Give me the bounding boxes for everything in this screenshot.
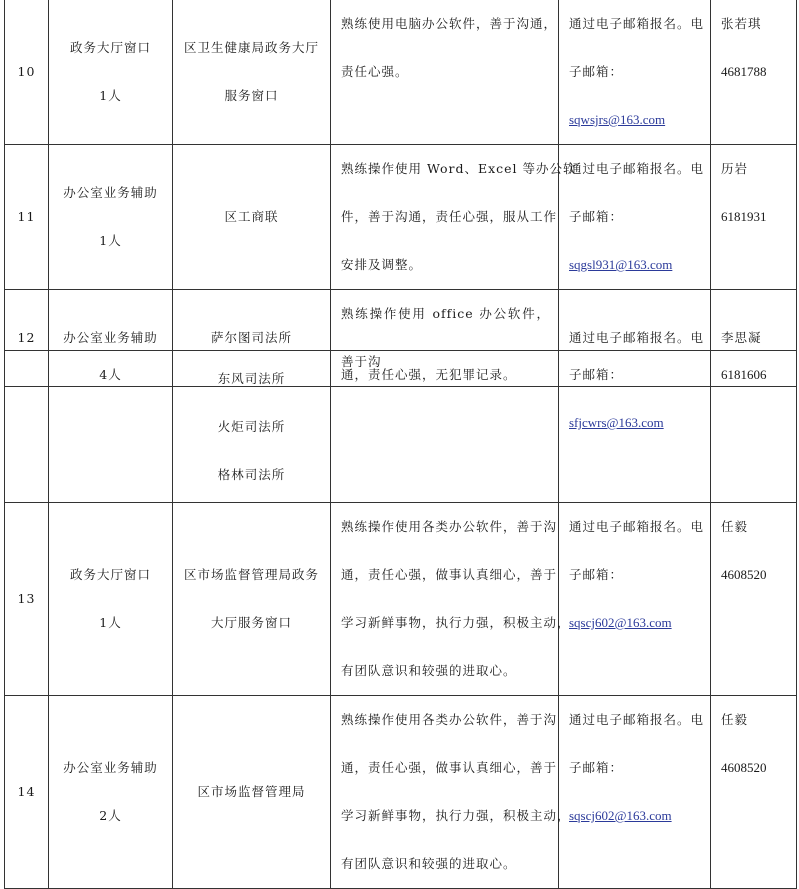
table-row [5, 0, 797, 145]
row-number-empty [5, 351, 49, 503]
requirement-cell [331, 696, 571, 889]
post-count: 4人 [99, 367, 122, 382]
requirement-line: 通，责任心强，做事认真细心，善于 [341, 567, 558, 582]
email-link[interactable]: sqscj602@163.com [569, 808, 672, 823]
recruitment-table-bottom [4, 350, 797, 889]
contact-phone: 4608520 [721, 760, 767, 775]
unit-line: 格林司法所 [217, 466, 286, 482]
email-link[interactable]: sqwsjrs@163.com [569, 112, 666, 127]
unit-line: 服务窗口 [224, 88, 279, 103]
signup-line: 通过电子邮箱报名。电 [569, 161, 705, 176]
requirement-line: 学习新鲜事物，执行力强，积极主动， [341, 615, 571, 630]
unit-cell [173, 503, 331, 696]
contact-phone: 6181606 [721, 367, 767, 382]
post-cell [49, 145, 173, 290]
table-row [5, 696, 797, 889]
unit-cell [173, 696, 331, 889]
table-row [5, 351, 797, 503]
post-cell [49, 503, 173, 696]
signup-line: 子邮箱： [569, 367, 624, 382]
signup-cell [559, 503, 711, 696]
unit-line: 区卫生健康局政务大厅 [183, 40, 319, 55]
unit-cell [173, 351, 331, 503]
post-count: 1人 [99, 233, 122, 248]
unit-line: 大厅服务窗口 [210, 615, 292, 630]
unit-line: 东风司法所 [217, 370, 286, 386]
requirement-line: 熟练操作使用各类办公软件，善于沟 [341, 519, 558, 534]
requirement-line: 熟练使用电脑办公软件，善于沟通， [341, 16, 558, 31]
email-link[interactable]: sqscj602@163.com [569, 615, 672, 630]
contact-name: 历岩 [721, 161, 749, 176]
signup-line: 子邮箱： [569, 209, 624, 224]
signup-line: 通过电子邮箱报名。电 [569, 712, 705, 727]
requirement-line: 有团队意识和较强的进取心。 [341, 663, 517, 678]
unit-line: 区市场监督管理局 [197, 784, 306, 799]
unit-line: 萨尔图司法所 [173, 290, 331, 387]
requirement-line: 熟练操作使用 Word、Excel 等办公软 [341, 161, 577, 176]
email-link[interactable]: sqgsl931@163.com [569, 257, 673, 272]
contact-name: 任毅 [721, 519, 749, 534]
unit-cell [173, 145, 331, 290]
unit-line: 区工商联 [224, 209, 279, 224]
contact-phone: 4608520 [721, 567, 767, 582]
requirement-line: 件，善于沟通，责任心强，服从工作 [341, 209, 558, 224]
page-fragment-bottom [0, 338, 799, 889]
contact-name: 任毅 [721, 712, 749, 727]
signup-line: 通过电子邮箱报名。电 [569, 16, 705, 31]
signup-line: 通过电子邮箱报名。电 [559, 290, 711, 387]
requirement-line: 通，责任心强，做事认真细心，善于 [341, 760, 558, 775]
signup-cell [559, 696, 711, 889]
contact-cell [711, 696, 797, 889]
contact-name: 李思凝 [711, 290, 797, 387]
post-count: 1人 [99, 88, 122, 103]
unit-line: 区市场监督管理局政务 [183, 567, 319, 582]
requirement-cell [331, 0, 559, 145]
unit-cell [173, 0, 331, 145]
post-title: 政务大厅窗口 [69, 40, 151, 55]
contact-cell [711, 0, 797, 145]
requirement-line: 有团队意识和较强的进取心。 [341, 856, 517, 871]
requirement-line: 学习新鲜事物，执行力强，积极主动， [341, 808, 571, 823]
post-title: 办公室业务辅助 [49, 290, 173, 387]
requirement-cell [331, 145, 577, 290]
post-count: 1人 [99, 615, 122, 630]
signup-cell [559, 0, 711, 145]
post-cell [49, 696, 173, 889]
requirement-cell [331, 351, 559, 503]
unit-line: 火炬司法所 [217, 418, 286, 434]
signup-cell [559, 145, 711, 290]
signup-line: 子邮箱： [569, 567, 624, 582]
row-number: 11 [5, 145, 49, 290]
signup-line: 子邮箱： [569, 64, 624, 79]
post-title: 办公室业务辅助 [63, 760, 158, 775]
contact-cell [711, 145, 797, 290]
contact-name: 张若琪 [721, 16, 762, 31]
signup-line: 子邮箱： [569, 760, 624, 775]
post-cell [49, 0, 173, 145]
requirement-line: 通，责任心强，无犯罪记录。 [341, 367, 517, 382]
post-title: 办公室业务辅助 [63, 185, 158, 200]
requirement-line: 熟练操作使用各类办公软件，善于沟 [341, 712, 558, 727]
requirement-line: 熟练操作使用 office 办公软件，善于沟 [331, 290, 559, 387]
contact-cell [711, 503, 797, 696]
row-number: 14 [5, 696, 49, 889]
row-number: 12 [5, 290, 49, 387]
email-link[interactable]: sfjcwrs@163.com [569, 415, 664, 430]
contact-phone: 4681788 [721, 64, 767, 79]
post-title: 政务大厅窗口 [69, 567, 151, 582]
recruitment-table-top [4, 0, 797, 387]
table-row [5, 503, 797, 696]
post-count: 2人 [99, 808, 122, 823]
requirement-cell [331, 503, 571, 696]
requirement-line: 安排及调整。 [341, 257, 423, 272]
post-cell [49, 351, 173, 503]
signup-cell [559, 351, 711, 503]
requirement-line: 责任心强。 [341, 64, 409, 79]
table-row [5, 145, 797, 290]
contact-cell [711, 351, 797, 503]
signup-line: 通过电子邮箱报名。电 [569, 519, 705, 534]
contact-phone: 6181931 [721, 209, 767, 224]
page-fragment-top [0, 0, 799, 369]
row-number: 13 [5, 503, 49, 696]
row-number: 10 [5, 0, 49, 145]
